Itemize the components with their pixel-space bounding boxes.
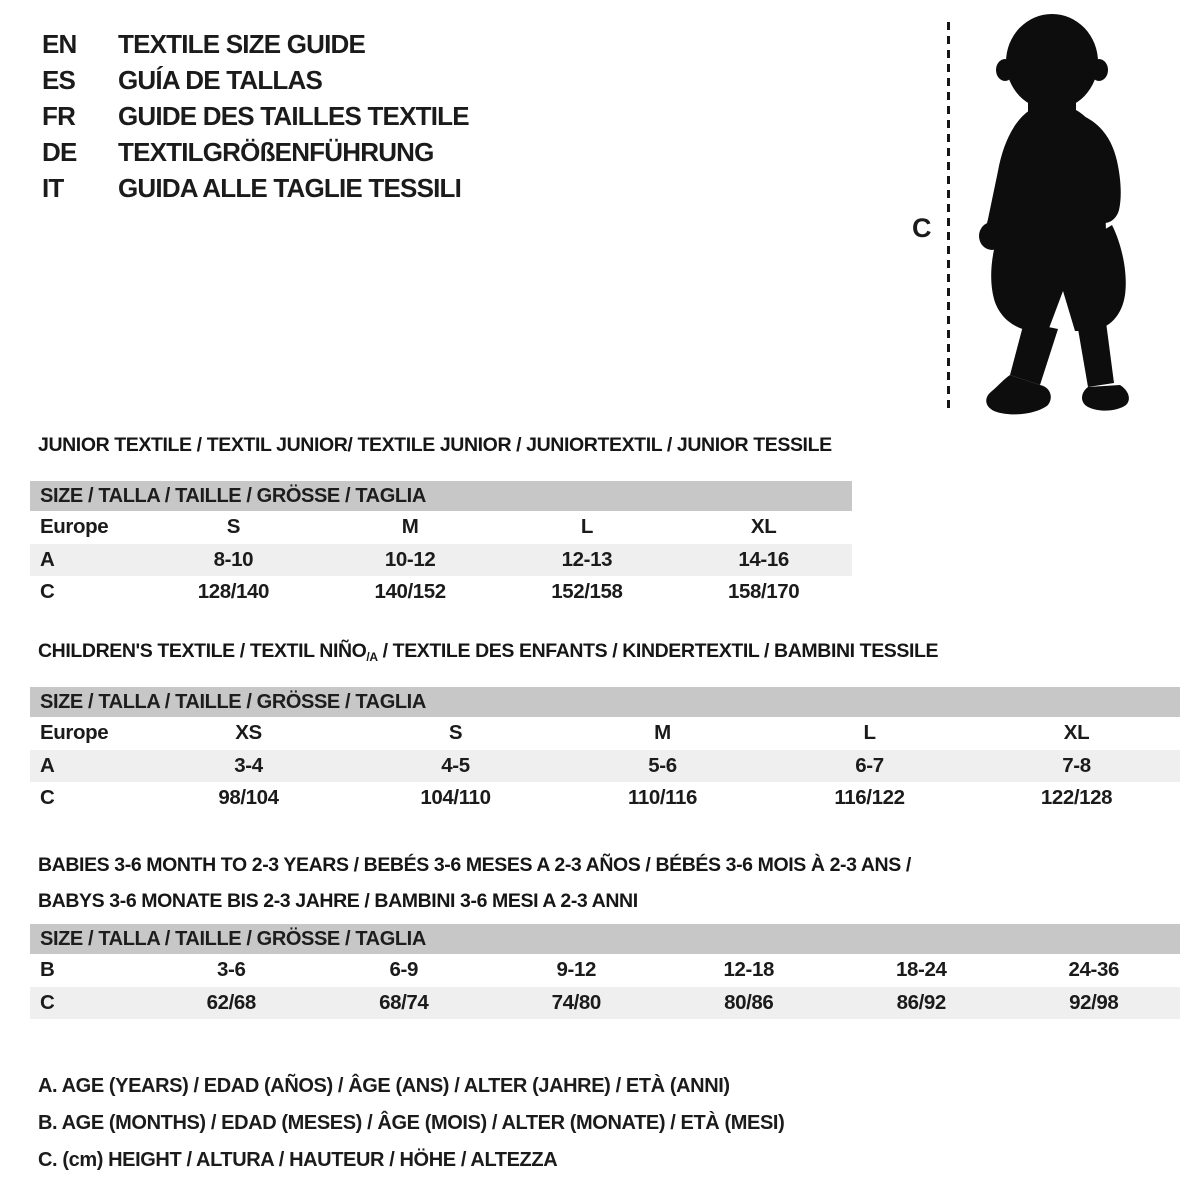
table-row-a xyxy=(30,750,1180,783)
size-value-cell: 3-6 xyxy=(217,958,246,982)
table-row-b xyxy=(30,954,1180,987)
lang-row-it xyxy=(42,170,469,206)
children-title-suffix: / TEXTILE DES ENFANTS / KINDERTEXTIL / BAMBINI TESSILE xyxy=(377,640,939,662)
size-value-cell: 74/80 xyxy=(551,990,601,1014)
size-table-header: SIZE / TALLA / TAILLE / GRÖSSE / TAGLIA xyxy=(30,481,852,511)
size-value-cell: S xyxy=(226,515,241,539)
children-title-prefix: CHILDREN'S TEXTILE / TEXTIL NIÑO xyxy=(38,640,367,662)
row-label: A xyxy=(40,547,55,571)
row-label: C xyxy=(40,990,55,1014)
children-section-title xyxy=(38,640,938,664)
row-label: B xyxy=(40,958,55,982)
legend-line-age-years: A. AGE (YEARS) / EDAD (AÑOS) / ÂGE (ANS) / ALTER (JAHRE) / ETÀ (ANNI) xyxy=(38,1075,730,1097)
lang-row-en xyxy=(42,26,469,62)
size-value-cell: 128/140 xyxy=(197,580,270,604)
size-value-cell: XS xyxy=(235,721,262,745)
lang-code: EN xyxy=(42,28,77,59)
size-value-cell: L xyxy=(580,515,593,539)
lang-title: GUIDE DES TAILLES TEXTILE xyxy=(118,100,469,131)
size-table-header: SIZE / TALLA / TAILLE / GRÖSSE / TAGLIA xyxy=(30,924,1180,954)
legend-line-age-months: B. AGE (MONTHS) / EDAD (MESES) / ÂGE (MOIS) / ALTER (MONATE) / ETÀ (MESI) xyxy=(38,1112,785,1134)
size-value-cell: 4-5 xyxy=(441,753,470,777)
row-label: A xyxy=(40,753,55,777)
row-label: C xyxy=(40,786,55,810)
table-row-europe xyxy=(30,511,852,544)
measurement-legend xyxy=(38,1068,784,1179)
size-value-cell: XL xyxy=(1063,721,1090,745)
lang-title: TEXTILE SIZE GUIDE xyxy=(118,28,366,59)
babies-title-line-2: BABYS 3-6 MONATE BIS 2-3 JAHRE / BAMBINI 3-6 MESI A 2-3 ANNI xyxy=(38,890,638,912)
size-value-cell: 80/86 xyxy=(724,990,774,1014)
size-value-cell: 98/104 xyxy=(218,786,279,810)
size-value-cell: 10-12 xyxy=(384,547,436,571)
height-measure-label: C xyxy=(912,213,932,243)
row-label: Europe xyxy=(40,515,109,539)
size-value-cell: 92/98 xyxy=(1069,990,1119,1014)
row-label: Europe xyxy=(40,721,109,745)
size-value-cell: 6-7 xyxy=(855,753,884,777)
lang-code: IT xyxy=(42,172,64,203)
size-value-cell: 3-4 xyxy=(234,753,263,777)
size-value-cell: 18-24 xyxy=(896,958,947,982)
size-table-header: SIZE / TALLA / TAILLE / GRÖSSE / TAGLIA xyxy=(30,687,1180,717)
children-size-table xyxy=(30,687,1180,815)
size-value-cell: 152/158 xyxy=(551,580,623,604)
lang-row-fr xyxy=(42,98,469,134)
size-value-cell: 68/74 xyxy=(379,990,429,1014)
size-value-cell: 122/128 xyxy=(1040,786,1113,810)
babies-title-line-1: BABIES 3-6 MONTH TO 2-3 YEARS / BEBÉS 3-6 MESES A 2-3 AÑOS / BÉBÉS 3-6 MOIS À 2-3 ANS / xyxy=(38,854,911,876)
table-row-a xyxy=(30,544,852,577)
lang-title: GUIDA ALLE TAGLIE TESSILI xyxy=(118,172,462,203)
lang-row-de xyxy=(42,134,469,170)
size-value-cell: 12-13 xyxy=(561,547,613,571)
size-value-cell: 9-12 xyxy=(556,958,596,982)
size-value-cell: M xyxy=(401,515,419,539)
baby-silhouette-icon xyxy=(964,8,1146,420)
size-value-cell: 86/92 xyxy=(896,990,946,1014)
size-value-cell: 5-6 xyxy=(648,753,677,777)
row-label: C xyxy=(40,580,55,604)
junior-section-title: JUNIOR TEXTILE / TEXTIL JUNIOR/ TEXTILE JUNIOR / JUNIORTEXTIL / JUNIOR TESSILE xyxy=(38,434,832,456)
babies-size-table xyxy=(30,924,1180,1019)
height-measure-dashed-line xyxy=(947,22,950,414)
size-value-cell: S xyxy=(448,721,463,745)
junior-size-table xyxy=(30,481,852,609)
babies-section-title xyxy=(38,847,911,919)
table-row-c xyxy=(30,782,1180,815)
size-value-cell: 104/110 xyxy=(420,786,491,810)
legend-line-height-cm: C. (cm) HEIGHT / ALTURA / HAUTEUR / HÖHE / ALTEZZA xyxy=(38,1149,558,1171)
size-value-cell: 7-8 xyxy=(1062,753,1091,777)
table-row-c xyxy=(30,576,852,609)
size-value-cell: 8-10 xyxy=(213,547,254,571)
language-title-list xyxy=(42,26,469,206)
lang-row-es xyxy=(42,62,469,98)
children-title-subscript: /A xyxy=(366,650,378,664)
size-value-cell: 116/122 xyxy=(834,786,905,810)
children-table-rows xyxy=(30,717,1180,815)
babies-table-rows xyxy=(30,954,1180,1019)
lang-code: ES xyxy=(42,64,76,95)
size-value-cell: 14-16 xyxy=(738,547,789,571)
lang-code: FR xyxy=(42,100,76,131)
lang-code: DE xyxy=(42,136,77,167)
size-value-cell: 110/116 xyxy=(627,786,698,810)
size-value-cell: 12-18 xyxy=(723,958,774,982)
size-value-cell: 158/170 xyxy=(727,580,800,604)
size-value-cell: L xyxy=(863,721,876,745)
size-value-cell: M xyxy=(654,721,671,745)
junior-table-rows xyxy=(30,511,852,609)
size-value-cell: 140/152 xyxy=(374,580,446,604)
table-row-c xyxy=(30,987,1180,1020)
lang-title: TEXTILGRÖßENFÜHRUNG xyxy=(118,136,434,167)
lang-title: GUÍA DE TALLAS xyxy=(118,64,323,95)
size-value-cell: 6-9 xyxy=(389,958,418,982)
size-value-cell: 62/68 xyxy=(206,990,256,1014)
size-value-cell: 24-36 xyxy=(1068,958,1119,982)
table-row-europe xyxy=(30,717,1180,750)
size-value-cell: XL xyxy=(750,515,777,539)
